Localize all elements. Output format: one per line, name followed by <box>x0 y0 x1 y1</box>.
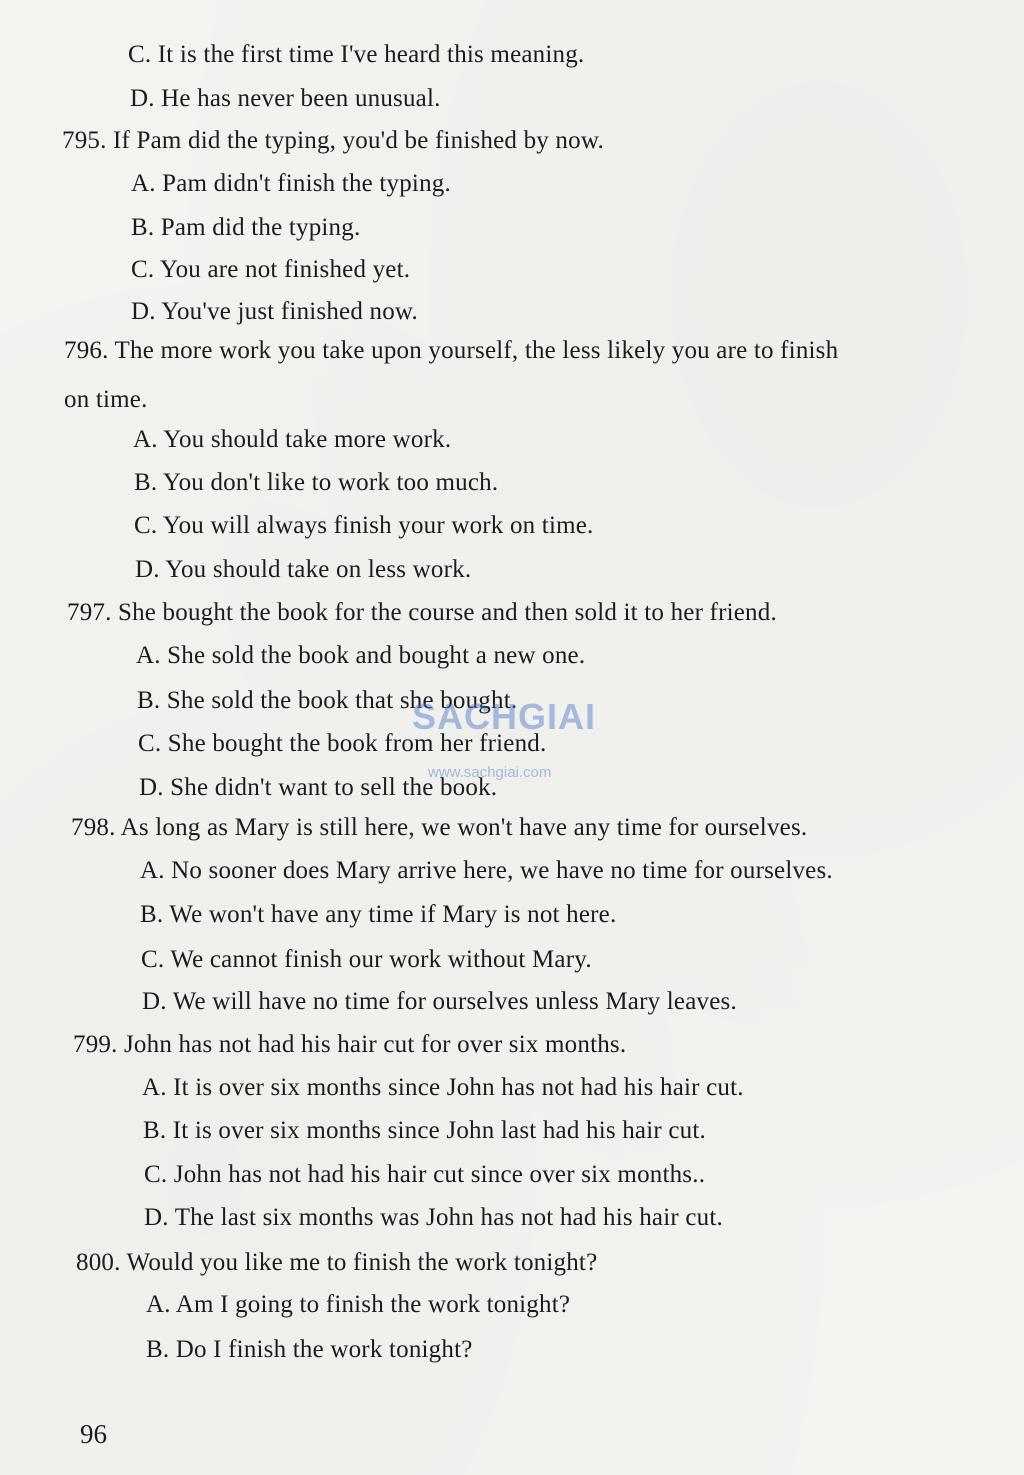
option-line: C. John has not had his hair cut since over six months.. <box>144 1161 706 1188</box>
option-line: A. Pam didn't finish the typing. <box>131 170 451 197</box>
option-line: C. We cannot finish our work without Mary. <box>141 946 592 973</box>
option-line: C. You will always finish your work on time. <box>134 512 594 539</box>
question-line: 798. As long as Mary is still here, we won't have any time for ourselves. <box>71 814 808 841</box>
option-line: A. No sooner does Mary arrive here, we have no time for ourselves. <box>140 857 833 884</box>
option-line: D. You've just finished now. <box>131 298 418 325</box>
question-line: 796. The more work you take upon yourself, the less likely you are to finish <box>64 337 839 364</box>
option-line: C. It is the first time I've heard this meaning. <box>128 41 585 68</box>
question-line: 799. John has not had his hair cut for over six months. <box>73 1031 627 1058</box>
option-line: A. You should take more work. <box>133 426 452 453</box>
option-line: B. You don't like to work too much. <box>134 469 499 496</box>
option-line: B. We won't have any time if Mary is not here. <box>140 901 617 928</box>
option-line: B. It is over six months since John last had his hair cut. <box>143 1117 706 1144</box>
option-line: B. She sold the book that she bought. <box>137 687 518 714</box>
question-line: 797. She bought the book for the course and then sold it to her friend. <box>67 599 777 626</box>
option-line: D. The last six months was John has not had his hair cut. <box>144 1204 723 1231</box>
option-line: B. Pam did the typing. <box>131 214 361 241</box>
option-line: D. You should take on less work. <box>135 556 472 583</box>
watermark-brand: SACHGIAI <box>412 696 597 737</box>
option-line: A. It is over six months since John has not had his hair cut. <box>142 1074 744 1101</box>
option-line: D. He has never been unusual. <box>130 85 441 112</box>
page-number: 96 <box>80 1419 107 1449</box>
option-line: D. We will have no time for ourselves unless Mary leaves. <box>142 988 737 1015</box>
question-line-continued: on time. <box>64 386 148 413</box>
option-line: B. Do I finish the work tonight? <box>146 1336 473 1363</box>
option-line: A. Am I going to finish the work tonight? <box>146 1291 571 1318</box>
question-line: 800. Would you like me to finish the work tonight? <box>76 1249 598 1276</box>
option-line: D. She didn't want to sell the book. <box>139 774 498 801</box>
question-line: 795. If Pam did the typing, you'd be finished by now. <box>62 127 604 154</box>
watermark-url: www.sachgiai.com <box>428 764 552 781</box>
option-line: C. She bought the book from her friend. <box>138 730 547 757</box>
watermark <box>412 688 622 781</box>
option-line: A. She sold the book and bought a new one. <box>136 642 586 669</box>
option-line: C. You are not finished yet. <box>131 256 411 283</box>
